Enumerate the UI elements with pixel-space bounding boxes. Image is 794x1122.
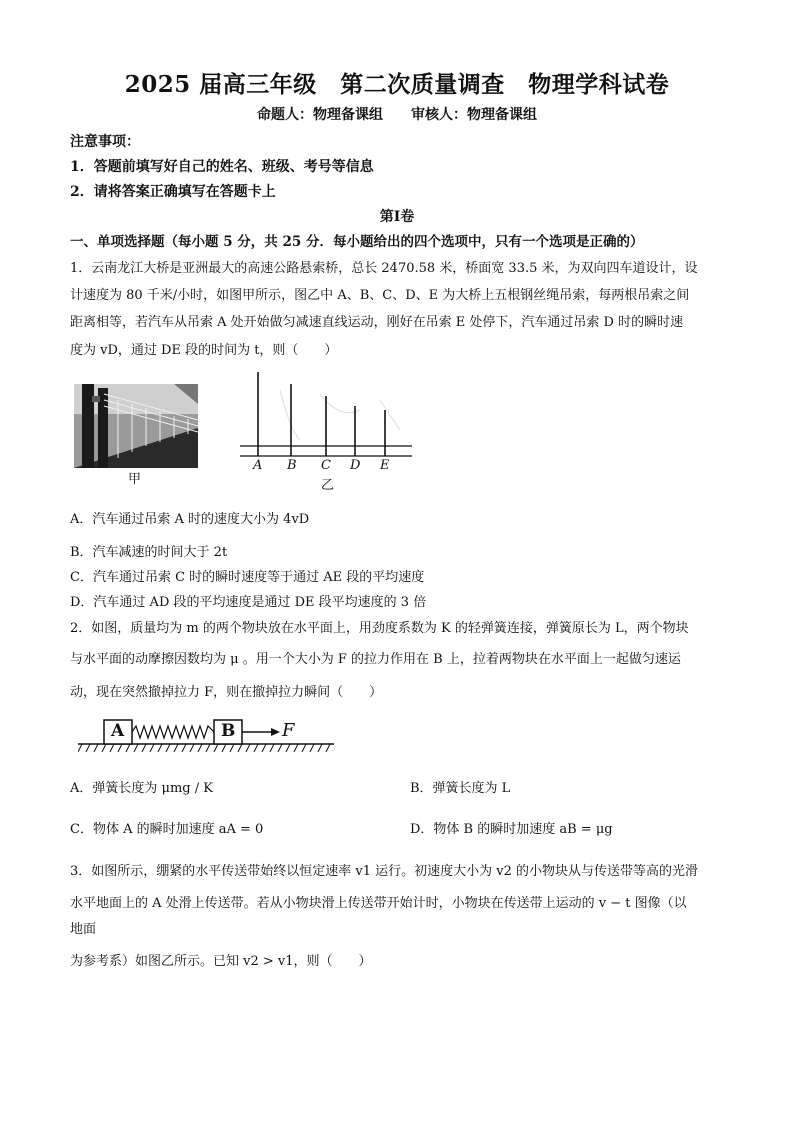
force-label: F xyxy=(282,720,295,741)
volume-heading: 第Ⅰ卷 xyxy=(379,209,415,225)
q2-line-1: 2．如图，质量均为 m 的两个物块放在水平面上，用劲度系数为 K 的轻弹簧连接，弹簧原长为 L，两个物块 xyxy=(70,621,689,636)
bridge-photo xyxy=(74,384,198,472)
q1-option-d: D．汽车通过 AD 段的平均速度是通过 DE 段平均速度的 3 倍 xyxy=(70,595,427,610)
q3-line-1: 3．如图所示，绷紧的水平传送带始终以恒定速率 v1 运行。初速度大小为 v2 的小物块从与传送带等高的光滑 xyxy=(70,864,699,879)
fig-a-caption: 甲 xyxy=(128,472,142,487)
q1-line-4: 度为 vD，通过 DE 段的时间为 t，则（ ） xyxy=(70,343,338,358)
block-a-label: A xyxy=(111,721,125,741)
exam-title: 2025 届高三年级 第二次质量调查 物理学科试卷 xyxy=(124,71,670,98)
cable-label-b: B xyxy=(287,458,297,473)
notice-item-1: 1．答题前填写好自己的姓名、班级、考号等信息 xyxy=(70,159,374,175)
q3-line-2: 水平地面上的 A 处滑上传送带。若从小物块滑上传送带开始计时，小物块在传送带上运动的 v − t 图像（以 xyxy=(70,896,687,911)
cable-diagram xyxy=(240,370,412,470)
q2-line-2: 与水平面的动摩擦因数均为 μ 。用一个大小为 F 的拉力作用在 B 上，拉着两物块在水平面上一起做匀速运 xyxy=(70,652,681,667)
q1-option-c: C．汽车通过吊索 C 时的瞬时速度等于通过 AE 段的平均速度 xyxy=(70,570,425,585)
q1-option-b: B．汽车减速的时间大于 2t xyxy=(70,545,228,560)
q1-line-2: 计速度为 80 千米/小时，如图甲所示，图乙中 A、B、C、D、E 为大桥上五根钢丝绳吊索，每两根吊索之间 xyxy=(70,288,690,303)
q2-line-3: 动，现在突然撤掉拉力 F，则在撤掉拉力瞬间（ ） xyxy=(70,685,383,700)
cable-label-d: D xyxy=(350,458,361,473)
q2-option-a: A．弹簧长度为 μmg / K xyxy=(70,781,213,796)
q1-option-a: A．汽车通过吊索 A 时的速度大小为 4vD xyxy=(70,512,310,527)
cable-label-e: E xyxy=(380,458,390,473)
fig-b-caption: 乙 xyxy=(321,478,335,493)
q3-line-3: 地面 xyxy=(70,922,97,937)
cable-label-a: A xyxy=(253,458,263,473)
q1-line-3: 距离相等，若汽车从吊索 A 处开始做匀减速直线运动，刚好在吊索 E 处停下，汽车通过吊索 D 时的瞬时速 xyxy=(70,315,684,330)
block-b-label: B xyxy=(221,721,236,741)
q2-option-d: D．物体 B 的瞬时加速度 aB = μg xyxy=(410,822,613,837)
q3-line-4: 为参考系）如图乙所示。已知 v2 > v1，则（ ） xyxy=(70,954,372,969)
part-title: 一、单项选择题（每小题 5 分，共 25 分．每小题给出的四个选项中，只有一个选项是正确的） xyxy=(70,234,644,250)
q2-option-b: B．弹簧长度为 L xyxy=(410,781,511,796)
cable-label-c: C xyxy=(321,458,331,473)
notice-heading: 注意事项： xyxy=(70,134,140,150)
exam-authors: 命题人：物理备课组 审核人：物理备课组 xyxy=(257,107,537,123)
q1-line-1: 1．云南龙江大桥是亚洲最大的高速公路悬索桥，总长 2470.58 米，桥面宽 33.5 米，为双向四车道设计，设 xyxy=(70,261,698,276)
notice-item-2: 2．请将答案正确填写在答题卡上 xyxy=(70,184,276,200)
q2-option-c: C．物体 A 的瞬时加速度 aA = 0 xyxy=(70,822,264,837)
